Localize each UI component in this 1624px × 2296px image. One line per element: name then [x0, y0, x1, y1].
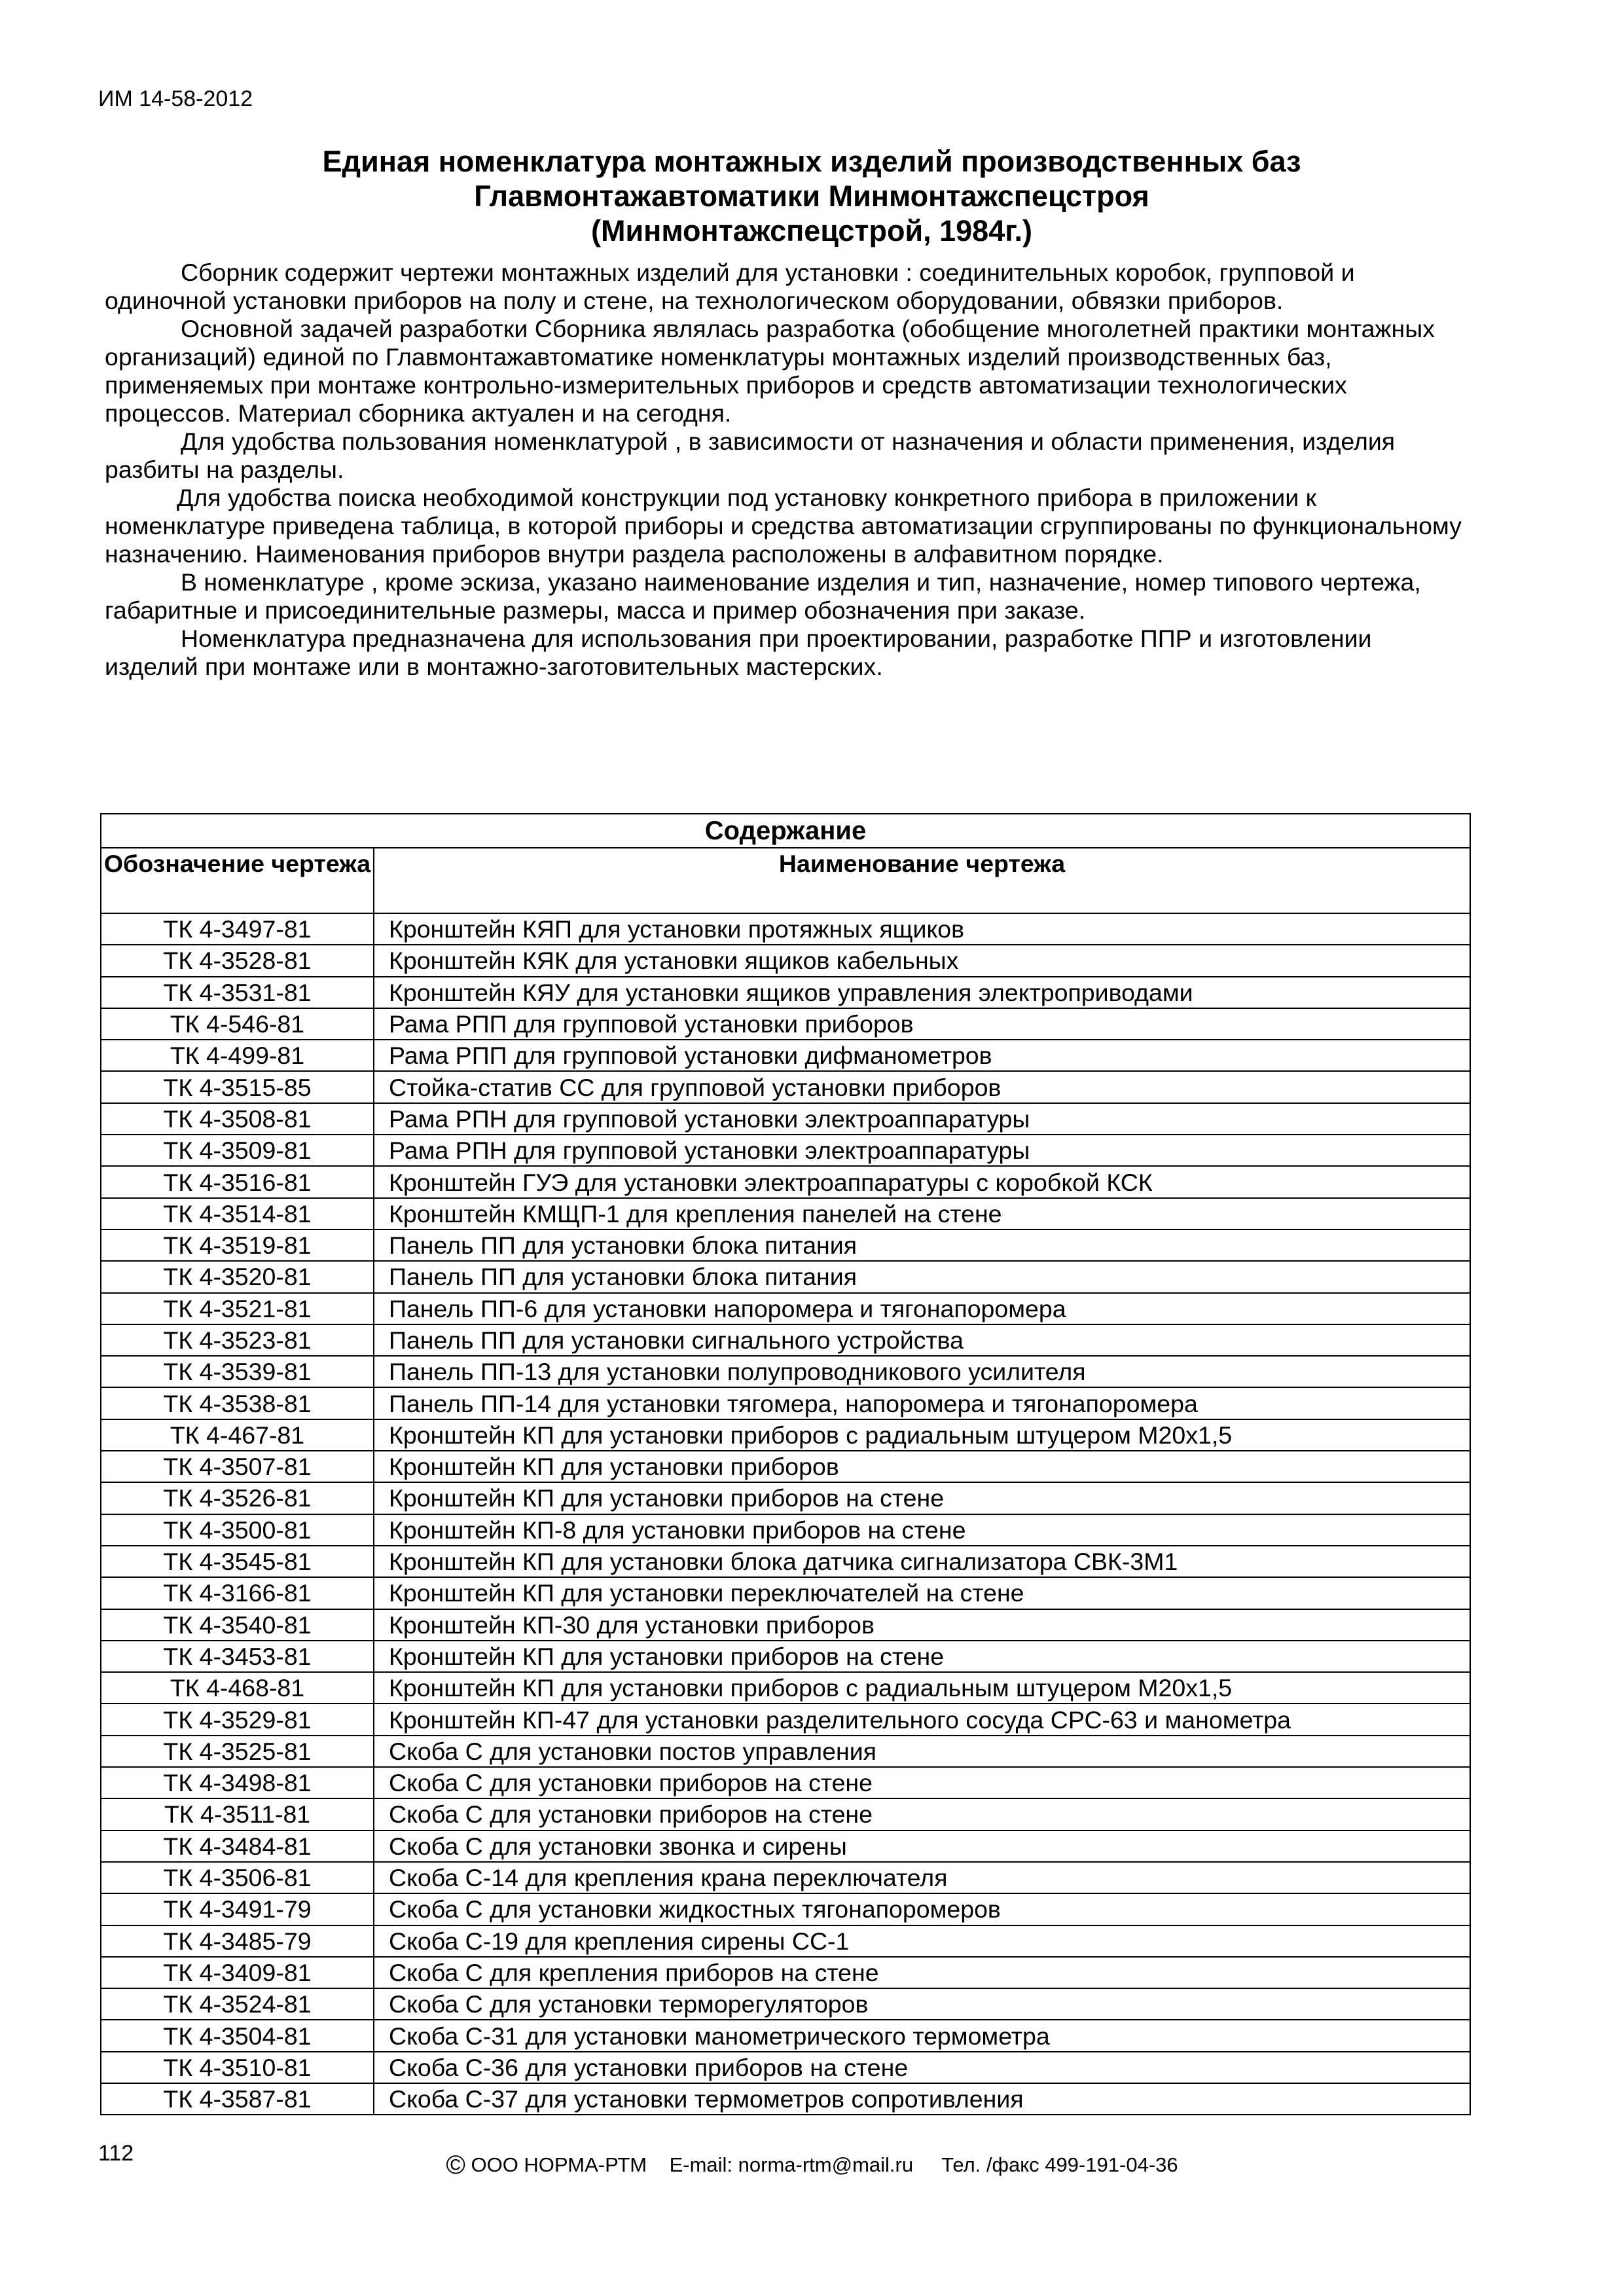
drawing-name: Кронштейн КП-47 для установки разделительного сосуда СРС-63 и манометра [374, 1704, 1470, 1735]
intro-text [105, 259, 1470, 681]
drawing-name: Кронштейн ГУЭ для установки электроаппаратуры с коробкой КСК [374, 1166, 1470, 1197]
drawing-code: ТК 4-3485-79 [101, 1925, 374, 1957]
footer-email: E-mail: norma-rtm@mail.ru [669, 2153, 914, 2176]
drawing-name: Кронштейн КП для установки приборов с радиальным штуцером М20х1,5 [374, 1419, 1470, 1451]
table-row [101, 2020, 1470, 2051]
table-row [101, 1736, 1470, 1767]
drawing-name: Кронштейн КП для установки приборов на стене [374, 1641, 1470, 1672]
drawing-code: ТК 4-3525-81 [101, 1736, 374, 1767]
drawing-name: Панель ПП-14 для установки тягомера, напоромера и тягонапоромера [374, 1387, 1470, 1419]
table-row [101, 1831, 1470, 1862]
drawing-name: Скоба С-31 для установки манометрического термометра [374, 2020, 1470, 2051]
drawing-code: ТК 4-3508-81 [101, 1103, 374, 1135]
drawing-code: ТК 4-499-81 [101, 1040, 374, 1071]
drawing-name: Стойка-статив СС для групповой установки приборов [374, 1071, 1470, 1102]
drawing-code: ТК 4-3453-81 [101, 1641, 374, 1672]
drawing-code: ТК 4-3498-81 [101, 1767, 374, 1798]
drawing-code: ТК 4-3484-81 [101, 1831, 374, 1862]
footer-company: ООО НОРМА-РТМ [471, 2153, 647, 2176]
table-row [101, 2052, 1470, 2083]
drawing-name: Панель ПП-6 для установки напоромера и тягонапоромера [374, 1293, 1470, 1324]
drawing-name: Кронштейн КП-8 для установки приборов на стене [374, 1514, 1470, 1546]
table-row [101, 1451, 1470, 1482]
intro-paragraph: Номенклатура предназначена для использования при проектировании, разработке ППР и изготовлении изделий при монтаже или в монтажно-заготовительных мастерских. [105, 625, 1372, 680]
table-row [101, 1230, 1470, 1261]
table-row [101, 1324, 1470, 1356]
drawing-name: Скоба С для установки терморегуляторов [374, 1988, 1470, 2020]
drawing-code: ТК 4-3524-81 [101, 1988, 374, 2020]
column-header-name: Наименование чертежа [374, 848, 1470, 913]
table-row [101, 1767, 1470, 1798]
drawing-name: Кронштейн КП-30 для установки приборов [374, 1609, 1470, 1641]
table-row [101, 2083, 1470, 2115]
drawing-code: ТК 4-3497-81 [101, 913, 374, 945]
table-row [101, 977, 1470, 1008]
drawing-name: Кронштейн КЯК для установки ящиков кабельных [374, 945, 1470, 976]
drawing-code: ТК 4-467-81 [101, 1419, 374, 1451]
page-number: 112 [98, 2141, 134, 2166]
table-row [101, 1261, 1470, 1292]
table-row [101, 1103, 1470, 1135]
table-row [101, 1387, 1470, 1419]
drawing-name: Скоба С-37 для установки термометров сопротивления [374, 2083, 1470, 2115]
drawing-code: ТК 4-3523-81 [101, 1324, 374, 1356]
drawing-code: ТК 4-3166-81 [101, 1577, 374, 1609]
contents-caption: Содержание [101, 814, 1470, 848]
table-row [101, 1641, 1470, 1672]
table-row [101, 1988, 1470, 2020]
document-code: ИМ 14-58-2012 [98, 86, 253, 111]
drawing-name: Кронштейн КП для установки переключателей на стене [374, 1577, 1470, 1609]
drawing-name: Кронштейн КЯУ для установки ящиков управления электроприводами [374, 977, 1470, 1008]
drawing-code: ТК 4-3509-81 [101, 1135, 374, 1166]
table-row [101, 1482, 1470, 1514]
drawing-name: Панель ПП-13 для установки полупроводникового усилителя [374, 1356, 1470, 1387]
table-row [101, 1577, 1470, 1609]
drawing-name: Кронштейн КЯП для установки протяжных ящиков [374, 913, 1470, 945]
drawing-name: Рама РПП для групповой установки дифманометров [374, 1040, 1470, 1071]
title-line-3: (Минмонтажспецстрой, 1984г.) [591, 214, 1032, 247]
table-row [101, 1356, 1470, 1387]
drawing-name: Рама РПП для групповой установки приборов [374, 1008, 1470, 1040]
drawing-name: Кронштейн КМЩП-1 для крепления панелей на стене [374, 1198, 1470, 1230]
intro-paragraph: Для удобства поиска необходимой конструкции под установку конкретного прибора в приложении к номенклатуре приведена таблица, в которой приборы и средства автоматизации сгруппированы по функциональному назначению. Наименования приборов внутри раздела расположены в алфавитном порядке. [105, 484, 1462, 568]
table-row [101, 1198, 1470, 1230]
drawing-code: ТК 4-3500-81 [101, 1514, 374, 1546]
drawing-name: Скоба С для установки приборов на стене [374, 1767, 1470, 1798]
drawing-name: Скоба С-36 для установки приборов на стене [374, 2052, 1470, 2083]
drawing-code: ТК 4-546-81 [101, 1008, 374, 1040]
table-row [101, 1546, 1470, 1577]
table-row [101, 1135, 1470, 1166]
drawing-name: Скоба С для установки звонка и сирены [374, 1831, 1470, 1862]
drawing-name: Скоба С-19 для крепления сирены СС-1 [374, 1925, 1470, 1957]
drawing-code: ТК 4-3531-81 [101, 977, 374, 1008]
drawing-code: ТК 4-3587-81 [101, 2083, 374, 2115]
drawing-code: ТК 4-3507-81 [101, 1451, 374, 1482]
drawing-name: Скоба С для крепления приборов на стене [374, 1957, 1470, 1988]
title-line-2: Главмонтажавтоматики Минмонтажспецстроя [474, 179, 1149, 213]
table-row [101, 1798, 1470, 1830]
drawing-name: Панель ПП для установки блока питания [374, 1261, 1470, 1292]
drawing-code: ТК 4-3539-81 [101, 1356, 374, 1387]
table-row [101, 1166, 1470, 1197]
drawing-name: Рама РПН для групповой установки электроаппаратуры [374, 1135, 1470, 1166]
column-header-code: Обозначение чертежа [101, 848, 374, 913]
page-title [98, 144, 1525, 248]
drawing-code: ТК 4-3519-81 [101, 1230, 374, 1261]
drawing-code: ТК 4-3526-81 [101, 1482, 374, 1514]
drawing-name: Кронштейн КП для установки приборов с радиальным штуцером М20х1,5 [374, 1672, 1470, 1704]
drawing-code: ТК 4-3514-81 [101, 1198, 374, 1230]
drawing-code: ТК 4-3506-81 [101, 1862, 374, 1893]
table-row [101, 1514, 1470, 1546]
table-row [101, 1957, 1470, 1988]
contents-rows [101, 913, 1470, 2115]
intro-paragraph: В номенклатуре , кроме эскиза, указано наименование изделия и тип, назначение, номер типового чертежа, габаритные и присоединительные размеры, масса и пример обозначения при заказе. [105, 568, 1421, 624]
table-row [101, 1008, 1470, 1040]
table-row [101, 1071, 1470, 1102]
drawing-code: ТК 4-3409-81 [101, 1957, 374, 1988]
table-row [101, 1672, 1470, 1704]
table-row [101, 1893, 1470, 1925]
drawing-code: ТК 4-3538-81 [101, 1387, 374, 1419]
contents-table [100, 813, 1471, 2115]
drawing-name: Скоба С для установки приборов на стене [374, 1798, 1470, 1830]
drawing-code: ТК 4-3510-81 [101, 2052, 374, 2083]
drawing-code: ТК 4-3515-85 [101, 1071, 374, 1102]
table-row [101, 1704, 1470, 1735]
drawing-code: ТК 4-3511-81 [101, 1798, 374, 1830]
drawing-name: Панель ПП для установки сигнального устройства [374, 1324, 1470, 1356]
footer [0, 2151, 1624, 2180]
intro-paragraph: Сборник содержит чертежи монтажных изделий для установки : соединительных коробок, групповой и одиночной установки приборов на полу и стене, на технологическом оборудовании, обвязки приборов. [105, 259, 1355, 314]
drawing-code: ТК 4-3521-81 [101, 1293, 374, 1324]
title-line-1: Единая номенклатура монтажных изделий производственных баз [322, 145, 1301, 178]
drawing-name: Скоба С-14 для крепления крана переключателя [374, 1862, 1470, 1893]
table-row [101, 1419, 1470, 1451]
copyright-icon: © [446, 2151, 465, 2179]
drawing-name: Кронштейн КП для установки приборов на стене [374, 1482, 1470, 1514]
intro-paragraph: Основной задачей разработки Сборника являлась разработка (обобщение многолетней практики монтажных организаций) единой по Главмонтажавтоматике номенклатуры монтажных изделий производственных баз, применяемых при монтаже контрольно-измерительных приборов и средств автоматизации технологических процессов. Материал сборника актуален и на сегодня. [105, 315, 1435, 427]
table-row [101, 1293, 1470, 1324]
drawing-name: Кронштейн КП для установки приборов [374, 1451, 1470, 1482]
drawing-name: Рама РПН для групповой установки электроаппаратуры [374, 1103, 1470, 1135]
table-row [101, 1040, 1470, 1071]
table-row [101, 945, 1470, 976]
drawing-code: ТК 4-3529-81 [101, 1704, 374, 1735]
table-row [101, 1862, 1470, 1893]
footer-phone: Тел. /факс 499-191-04-36 [941, 2153, 1178, 2176]
drawing-name: Скоба С для установки постов управления [374, 1736, 1470, 1767]
intro-paragraph: Для удобства пользования номенклатурой , в зависимости от назначения и области применения, изделия разбиты на разделы. [105, 428, 1396, 483]
drawing-name: Скоба С для установки жидкостных тягонапоромеров [374, 1893, 1470, 1925]
drawing-name: Кронштейн КП для установки блока датчика сигнализатора СВК-3М1 [374, 1546, 1470, 1577]
drawing-code: ТК 4-3516-81 [101, 1166, 374, 1197]
drawing-code: ТК 4-3504-81 [101, 2020, 374, 2051]
drawing-code: ТК 4-3545-81 [101, 1546, 374, 1577]
drawing-code: ТК 4-3528-81 [101, 945, 374, 976]
drawing-code: ТК 4-3491-79 [101, 1893, 374, 1925]
table-row [101, 913, 1470, 945]
drawing-name: Панель ПП для установки блока питания [374, 1230, 1470, 1261]
table-row [101, 1925, 1470, 1957]
drawing-code: ТК 4-468-81 [101, 1672, 374, 1704]
table-row [101, 1609, 1470, 1641]
drawing-code: ТК 4-3520-81 [101, 1261, 374, 1292]
drawing-code: ТК 4-3540-81 [101, 1609, 374, 1641]
